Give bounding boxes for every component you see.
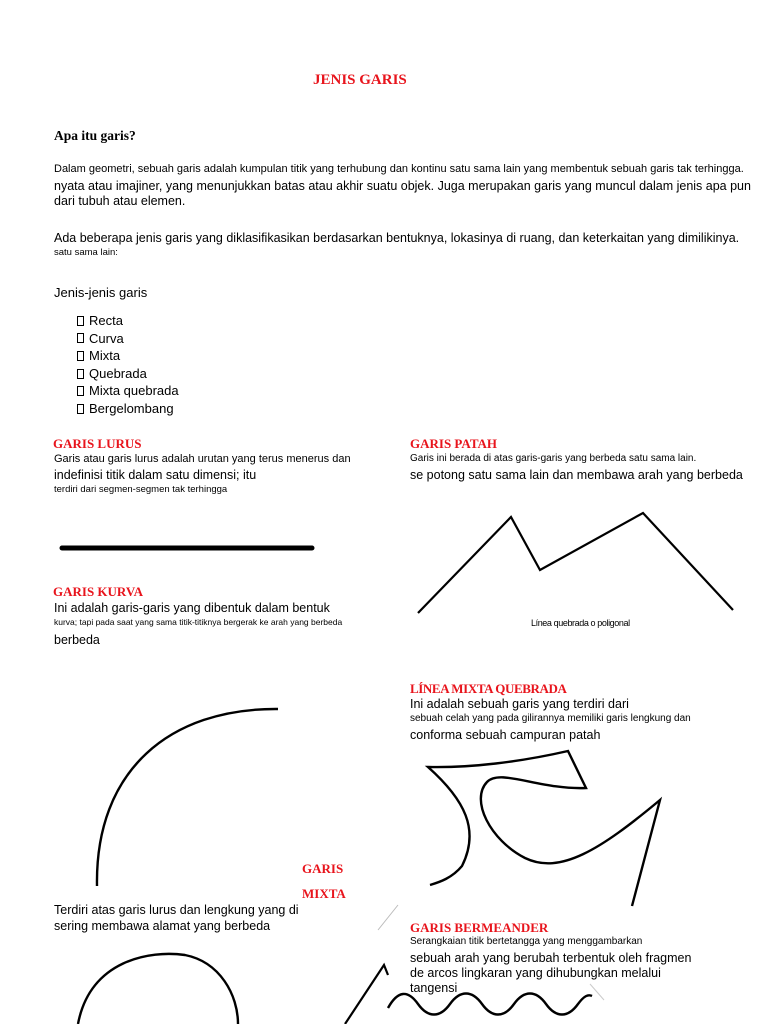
list-item: Curva <box>77 330 179 348</box>
broken-line-drawing <box>418 513 733 613</box>
meander-line-drawing <box>388 994 592 1015</box>
patah-line-2: se potong satu sama lain dan membawa arah yang berbeda <box>410 468 743 482</box>
intro-heading: Apa itu garis? <box>54 128 136 143</box>
kurva-line-2: kurva; tapi pada saat yang sama titik-titiknya bergerak ke arah yang berbeda <box>54 617 343 627</box>
kurva-line-3: berbeda <box>54 633 100 647</box>
mixta-line-2: sering membawa alamat yang berbeda <box>54 919 271 933</box>
mixta-line-1: Terdiri atas garis lurus dan lengkung yang di <box>54 903 299 917</box>
lurus-title: GARIS LURUS <box>53 436 142 451</box>
mixta-quebrada-title: LÍNEA MIXTA QUEBRADA <box>410 681 567 696</box>
patah-caption: Línea quebrada o poligonal <box>531 618 630 628</box>
mixta-title-1: GARIS <box>302 861 344 876</box>
page-title: JENIS GARIS <box>313 72 407 88</box>
bermeander-line-3: de arcos lingkaran yang dihubungkan melalui <box>410 966 661 980</box>
intro-line-2: nyata atau imajiner, yang menunjukkan batas atau akhir suatu objek. Juga merupakan garis yang muncul dalam jenis apa pun <box>54 179 751 193</box>
types-heading: Jenis-jenis garis <box>54 285 148 300</box>
mixed-line-corner-drawing <box>345 965 388 1024</box>
patah-title: GARIS PATAH <box>410 436 498 451</box>
kurva-title: GARIS KURVA <box>53 584 143 599</box>
list-item: Mixta quebrada <box>77 382 179 400</box>
list-item: Bergelombang <box>77 400 179 418</box>
lurus-line-3: terdiri dari segmen-segmen tak terhingga <box>54 484 228 495</box>
intro-line-4: Ada beberapa jenis garis yang diklasifikasikan berdasarkan bentuknya, lokasinya di ruang, dan keterkaitan yang dimilikinya. <box>54 231 740 245</box>
list-item: Mixta <box>77 347 179 365</box>
curve-line-drawing <box>97 709 278 886</box>
mixta-quebrada-line-3: conforma sebuah campuran patah <box>410 728 601 742</box>
patah-line-1: Garis ini berada di atas garis-garis yang berbeda satu sama lain. <box>410 453 697 464</box>
intro-line-5: satu sama lain: <box>54 247 118 258</box>
bermeander-line-1: Serangkaian titik bertetangga yang menggambarkan <box>410 936 643 947</box>
bermeander-line-2: sebuah arah yang berubah terbentuk oleh fragmen <box>410 951 692 965</box>
mixed-broken-line-drawing <box>428 751 660 906</box>
faint-line-decoration <box>378 905 398 930</box>
bermeander-title: GARIS BERMEANDER <box>410 920 549 935</box>
mixta-quebrada-line-1: Ini adalah sebuah garis yang terdiri dari <box>410 697 629 711</box>
list-item: Recta <box>77 312 179 330</box>
kurva-line-1: Ini adalah garis-garis yang dibentuk dalam bentuk <box>54 601 330 615</box>
mixed-line-drawing <box>78 954 238 1024</box>
mixta-title-2: MIXTA <box>302 886 346 901</box>
intro-line-3: dari tubuh atau elemen. <box>54 194 186 208</box>
list-item: Quebrada <box>77 365 179 383</box>
lurus-line-2: indefinisi titik dalam satu dimensi; itu <box>54 468 257 482</box>
faint-line-decoration <box>590 984 604 1000</box>
intro-line-1: Dalam geometri, sebuah garis adalah kumpulan titik yang terhubung dan kontinu satu sama lain yang membentuk sebuah garis tak terhingga. <box>54 163 744 175</box>
bermeander-line-4: tangensi <box>410 981 458 995</box>
mixta-quebrada-line-2: sebuah celah yang pada gilirannya memiliki garis lengkung dan <box>410 713 691 724</box>
lurus-line-1: Garis atau garis lurus adalah urutan yang terus menerus dan <box>54 453 351 465</box>
